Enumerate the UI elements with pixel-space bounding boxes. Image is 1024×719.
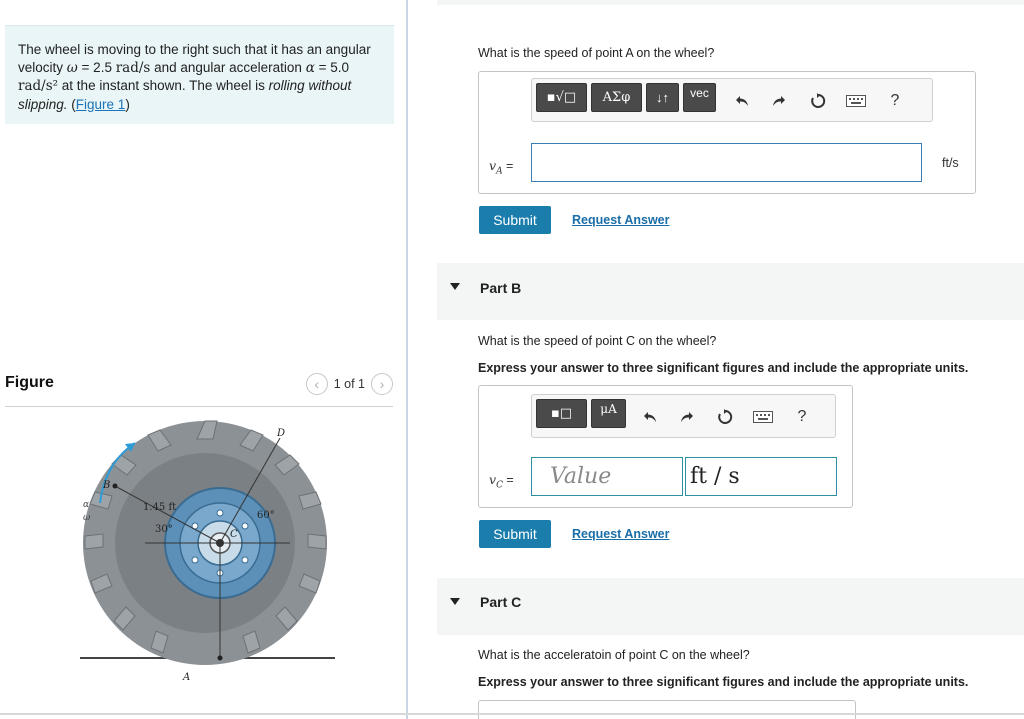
chevron-left-icon[interactable]: ‹: [306, 373, 328, 395]
part-b-question: What is the speed of point C on the wheel?: [478, 334, 717, 348]
part-b-toolbar: [531, 394, 836, 438]
chevron-right-icon[interactable]: ›: [371, 373, 393, 395]
part-a-input[interactable]: [531, 143, 922, 182]
label-omega: ω: [83, 513, 91, 523]
part-b-request-answer[interactable]: Request Answer: [572, 527, 670, 541]
paren: ): [125, 96, 130, 112]
bottom-divider: [0, 713, 1024, 715]
var-eq: =: [502, 159, 514, 173]
label-d: D: [277, 428, 286, 439]
label-angle-30: 30°: [155, 524, 173, 535]
greek-button[interactable]: ΑΣφ: [591, 83, 642, 112]
part-a-answer-box: [478, 71, 976, 194]
omega-unit: rad/s: [115, 59, 151, 76]
templates-button[interactable]: ▪√□: [536, 83, 587, 112]
label-a: A: [183, 672, 191, 683]
reset-icon[interactable]: [714, 406, 736, 428]
rolling-text: rolling without slipping.: [18, 78, 352, 112]
help-button[interactable]: ?: [797, 408, 807, 425]
part-c-label: Part C: [480, 594, 522, 610]
left-column: [0, 0, 408, 719]
part-b-header[interactable]: [437, 263, 1024, 320]
redo-icon[interactable]: [677, 407, 697, 427]
arrows-button[interactable]: ↓↑: [646, 83, 679, 112]
keyboard-icon[interactable]: [752, 407, 774, 427]
redo-icon[interactable]: [769, 91, 789, 111]
part-c-instruction: Express your answer to three significant figures and include the appropriate units.: [478, 675, 969, 689]
part-b-instruction: Express your answer to three significant figures and include the appropriate units.: [478, 361, 969, 375]
problem-statement: [5, 25, 394, 124]
var-va-label: [489, 158, 513, 177]
part-c-question: What is the acceleratoin of point C on the wheel?: [478, 648, 750, 662]
label-b: B: [103, 480, 111, 491]
figure-pager: [306, 373, 393, 395]
figure-link[interactable]: Figure 1: [75, 96, 126, 112]
vec-button[interactable]: vec: [683, 83, 716, 112]
part-a-unit: ft/s: [942, 156, 959, 170]
collapse-triangle-icon: [450, 283, 460, 290]
templates-button[interactable]: ▪□: [536, 399, 587, 428]
units-button[interactable]: μA: [591, 399, 626, 428]
undo-icon[interactable]: [732, 91, 752, 111]
alpha-value: = 5.0: [314, 59, 349, 75]
part-a-toolbar: [531, 78, 933, 122]
label-distance: 1.45 ft: [143, 502, 177, 513]
collapse-triangle-icon: [450, 598, 460, 605]
keyboard-icon[interactable]: [845, 91, 867, 111]
part-b-label: Part B: [480, 280, 522, 296]
part-a-header[interactable]: [437, 0, 1024, 5]
problem-text: The wheel is moving to the right such that it has an angular velocity: [18, 42, 371, 75]
var-vc-label: [489, 472, 514, 491]
reset-icon[interactable]: [807, 90, 829, 112]
var-subscript: C: [496, 480, 503, 491]
omega-symbol: ω: [66, 59, 78, 76]
omega-value: = 2.5: [77, 59, 116, 75]
alpha-unit: rad/s²: [18, 78, 59, 94]
part-a-question: What is the speed of point A on the wheel?: [478, 46, 715, 60]
part-b-answer-box: [478, 385, 853, 508]
pager-text: 1 of 1: [333, 377, 365, 391]
right-column: [410, 0, 1024, 719]
part-c-answer-box: [478, 700, 856, 719]
var-letter: v: [489, 158, 497, 173]
var-eq: =: [502, 473, 514, 487]
var-subscript: A: [496, 166, 503, 177]
label-alpha: α: [83, 500, 90, 510]
paren: (: [67, 96, 76, 112]
alpha-symbol: α: [305, 59, 315, 76]
part-b-value-input[interactable]: Value: [531, 457, 683, 496]
part-a-request-answer[interactable]: Request Answer: [572, 213, 670, 227]
part-b-submit-button[interactable]: Submit: [479, 520, 551, 548]
wheel-figure: [5, 408, 393, 698]
label-c: C: [230, 529, 238, 540]
figure-header: [5, 370, 393, 407]
problem-text: and angular acceleration: [150, 59, 306, 75]
problem-text: at the instant shown. The wheel is: [58, 78, 269, 93]
label-angle-60: 60°: [257, 510, 275, 521]
figure-title: Figure: [5, 374, 54, 391]
help-button[interactable]: ?: [890, 92, 900, 109]
part-a-submit-button[interactable]: Submit: [479, 206, 551, 234]
undo-icon[interactable]: [640, 407, 660, 427]
part-c-header[interactable]: [437, 578, 1024, 635]
wheel-diagram: [5, 408, 393, 698]
var-letter: v: [489, 472, 497, 487]
part-b-units-input[interactable]: ft / s: [685, 457, 837, 496]
